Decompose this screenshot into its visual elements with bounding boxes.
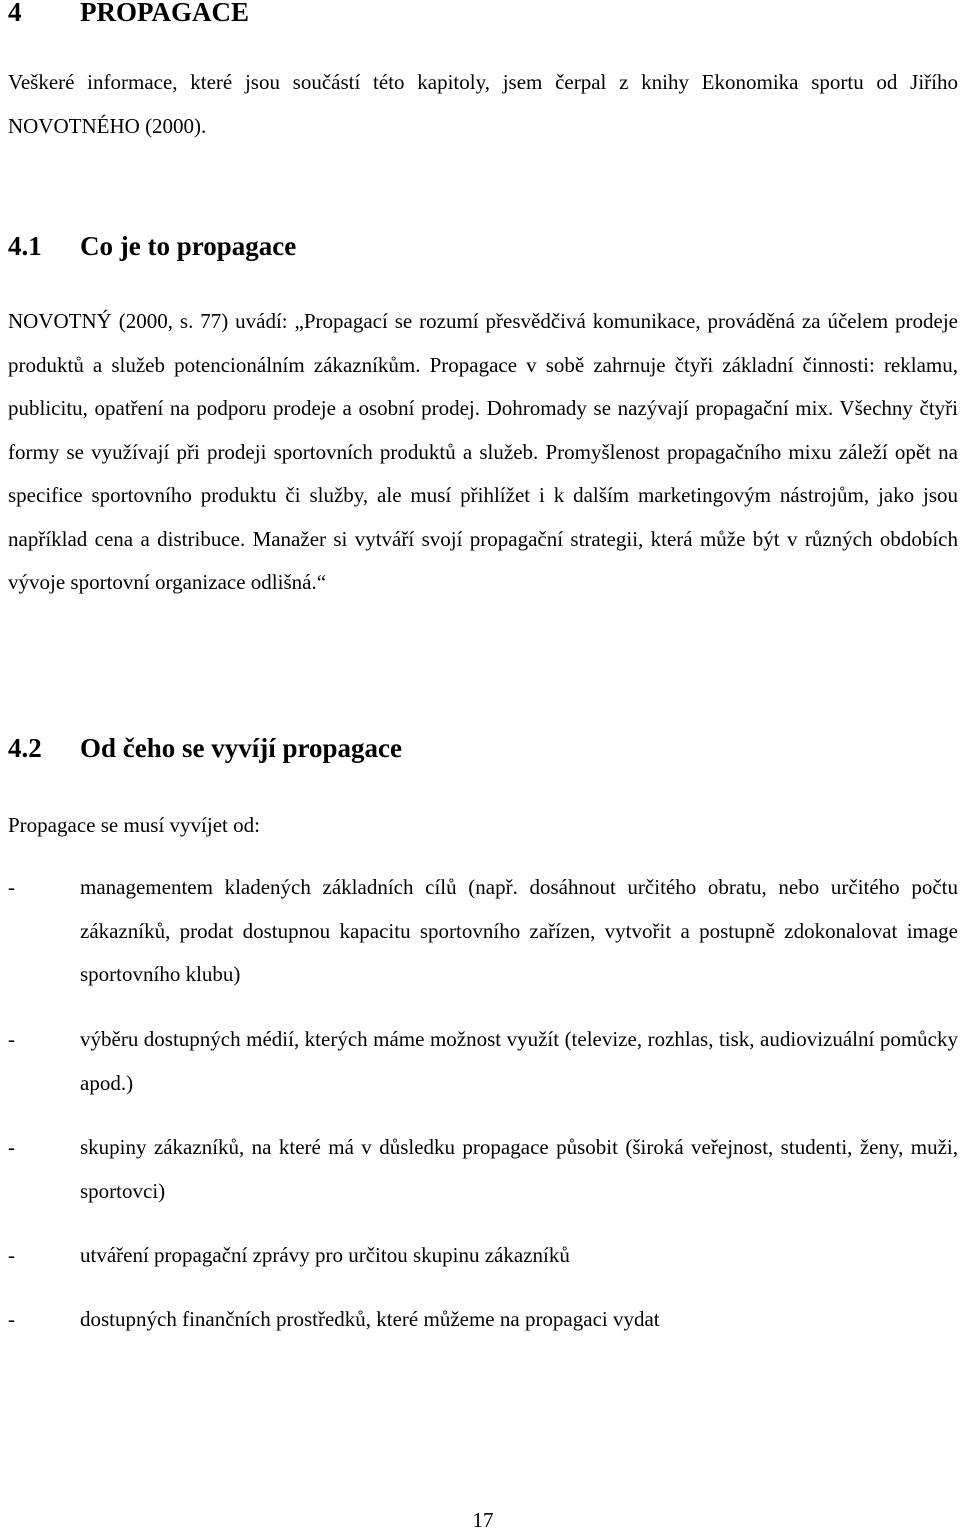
list-item-text: skupiny zákazníků, na které má v důsledku propagace působit (široká veřejnost, studenti, ženy, muži, sportovci)	[80, 1135, 958, 1203]
bullet-dash: -	[8, 1135, 15, 1159]
list-item	[8, 1234, 958, 1278]
chapter-heading	[8, 0, 249, 30]
section-heading-4-1	[8, 228, 296, 264]
page-number: 17	[472, 1508, 494, 1532]
list-item	[8, 866, 958, 997]
list-item-text: výběru dostupných médií, kterých máme možnost využít (televize, rozhlas, tisk, audiovizuální pomůcky apod.)	[80, 1027, 958, 1095]
section-number: 4.1	[8, 231, 42, 261]
list-item-text: managementem kladených základních cílů (např. dosáhnout určitého obratu, nebo určitého počtu zákazníků, prodat dostupnou kapacitu sportovního zařízen, vytvořit a postupně zdokonalovat image sportovního klubu)	[80, 875, 958, 986]
list-item	[8, 1126, 958, 1213]
section-heading-4-2	[8, 730, 402, 766]
chapter-number: 4	[8, 0, 22, 27]
list-item-text: dostupných finančních prostředků, které můžeme na propagaci vydat	[80, 1307, 660, 1331]
section-number: 4.2	[8, 733, 42, 763]
list-item-text: utváření propagační zprávy pro určitou skupinu zákazníků	[80, 1243, 570, 1267]
list-item	[8, 1298, 958, 1342]
section-4-2-lead: Propagace se musí vyvíjet od:	[8, 813, 260, 837]
section-title: Co je to propagace	[80, 231, 297, 261]
chapter-title: PROPAGACE	[80, 0, 249, 27]
section-title: Od čeho se vyvíjí propagace	[80, 733, 402, 763]
list-item	[8, 1018, 958, 1105]
section-4-1-paragraph: NOVOTNÝ (2000, s. 77) uvádí: „Propagací se rozumí přesvědčivá komunikace, prováděná za účelem prodeje produktů a služeb potencionálním zákazníkům. Propagace v sobě zahrnuje čtyři základní činnosti: reklamu, publicitu, opatření na podporu prodeje a osobní prodej. Dohromady se nazývají propagační mix. Všechny čtyři formy se využívají při prodeji sportovních produktů a služeb. Promyšlenost propagačního mixu záleží opět na specifice sportovního produktu či služby, ale musí přihlížet i k dalším marketingovým nástrojům, jako jsou například cena a distribuce. Manažer si vytváří svojí propagační strategii, která může být v různých obdobích vývoje sportovní organizace odlišná.“	[8, 309, 958, 594]
bullet-dash: -	[8, 1307, 15, 1331]
bullet-dash: -	[8, 875, 15, 899]
bullet-dash: -	[8, 1027, 15, 1051]
bullet-dash: -	[8, 1243, 15, 1267]
intro-paragraph: Veškeré informace, které jsou součástí této kapitoly, jsem čerpal z knihy Ekonomika sportu od Jiřího NOVOTNÉHO (2000).	[8, 70, 958, 138]
